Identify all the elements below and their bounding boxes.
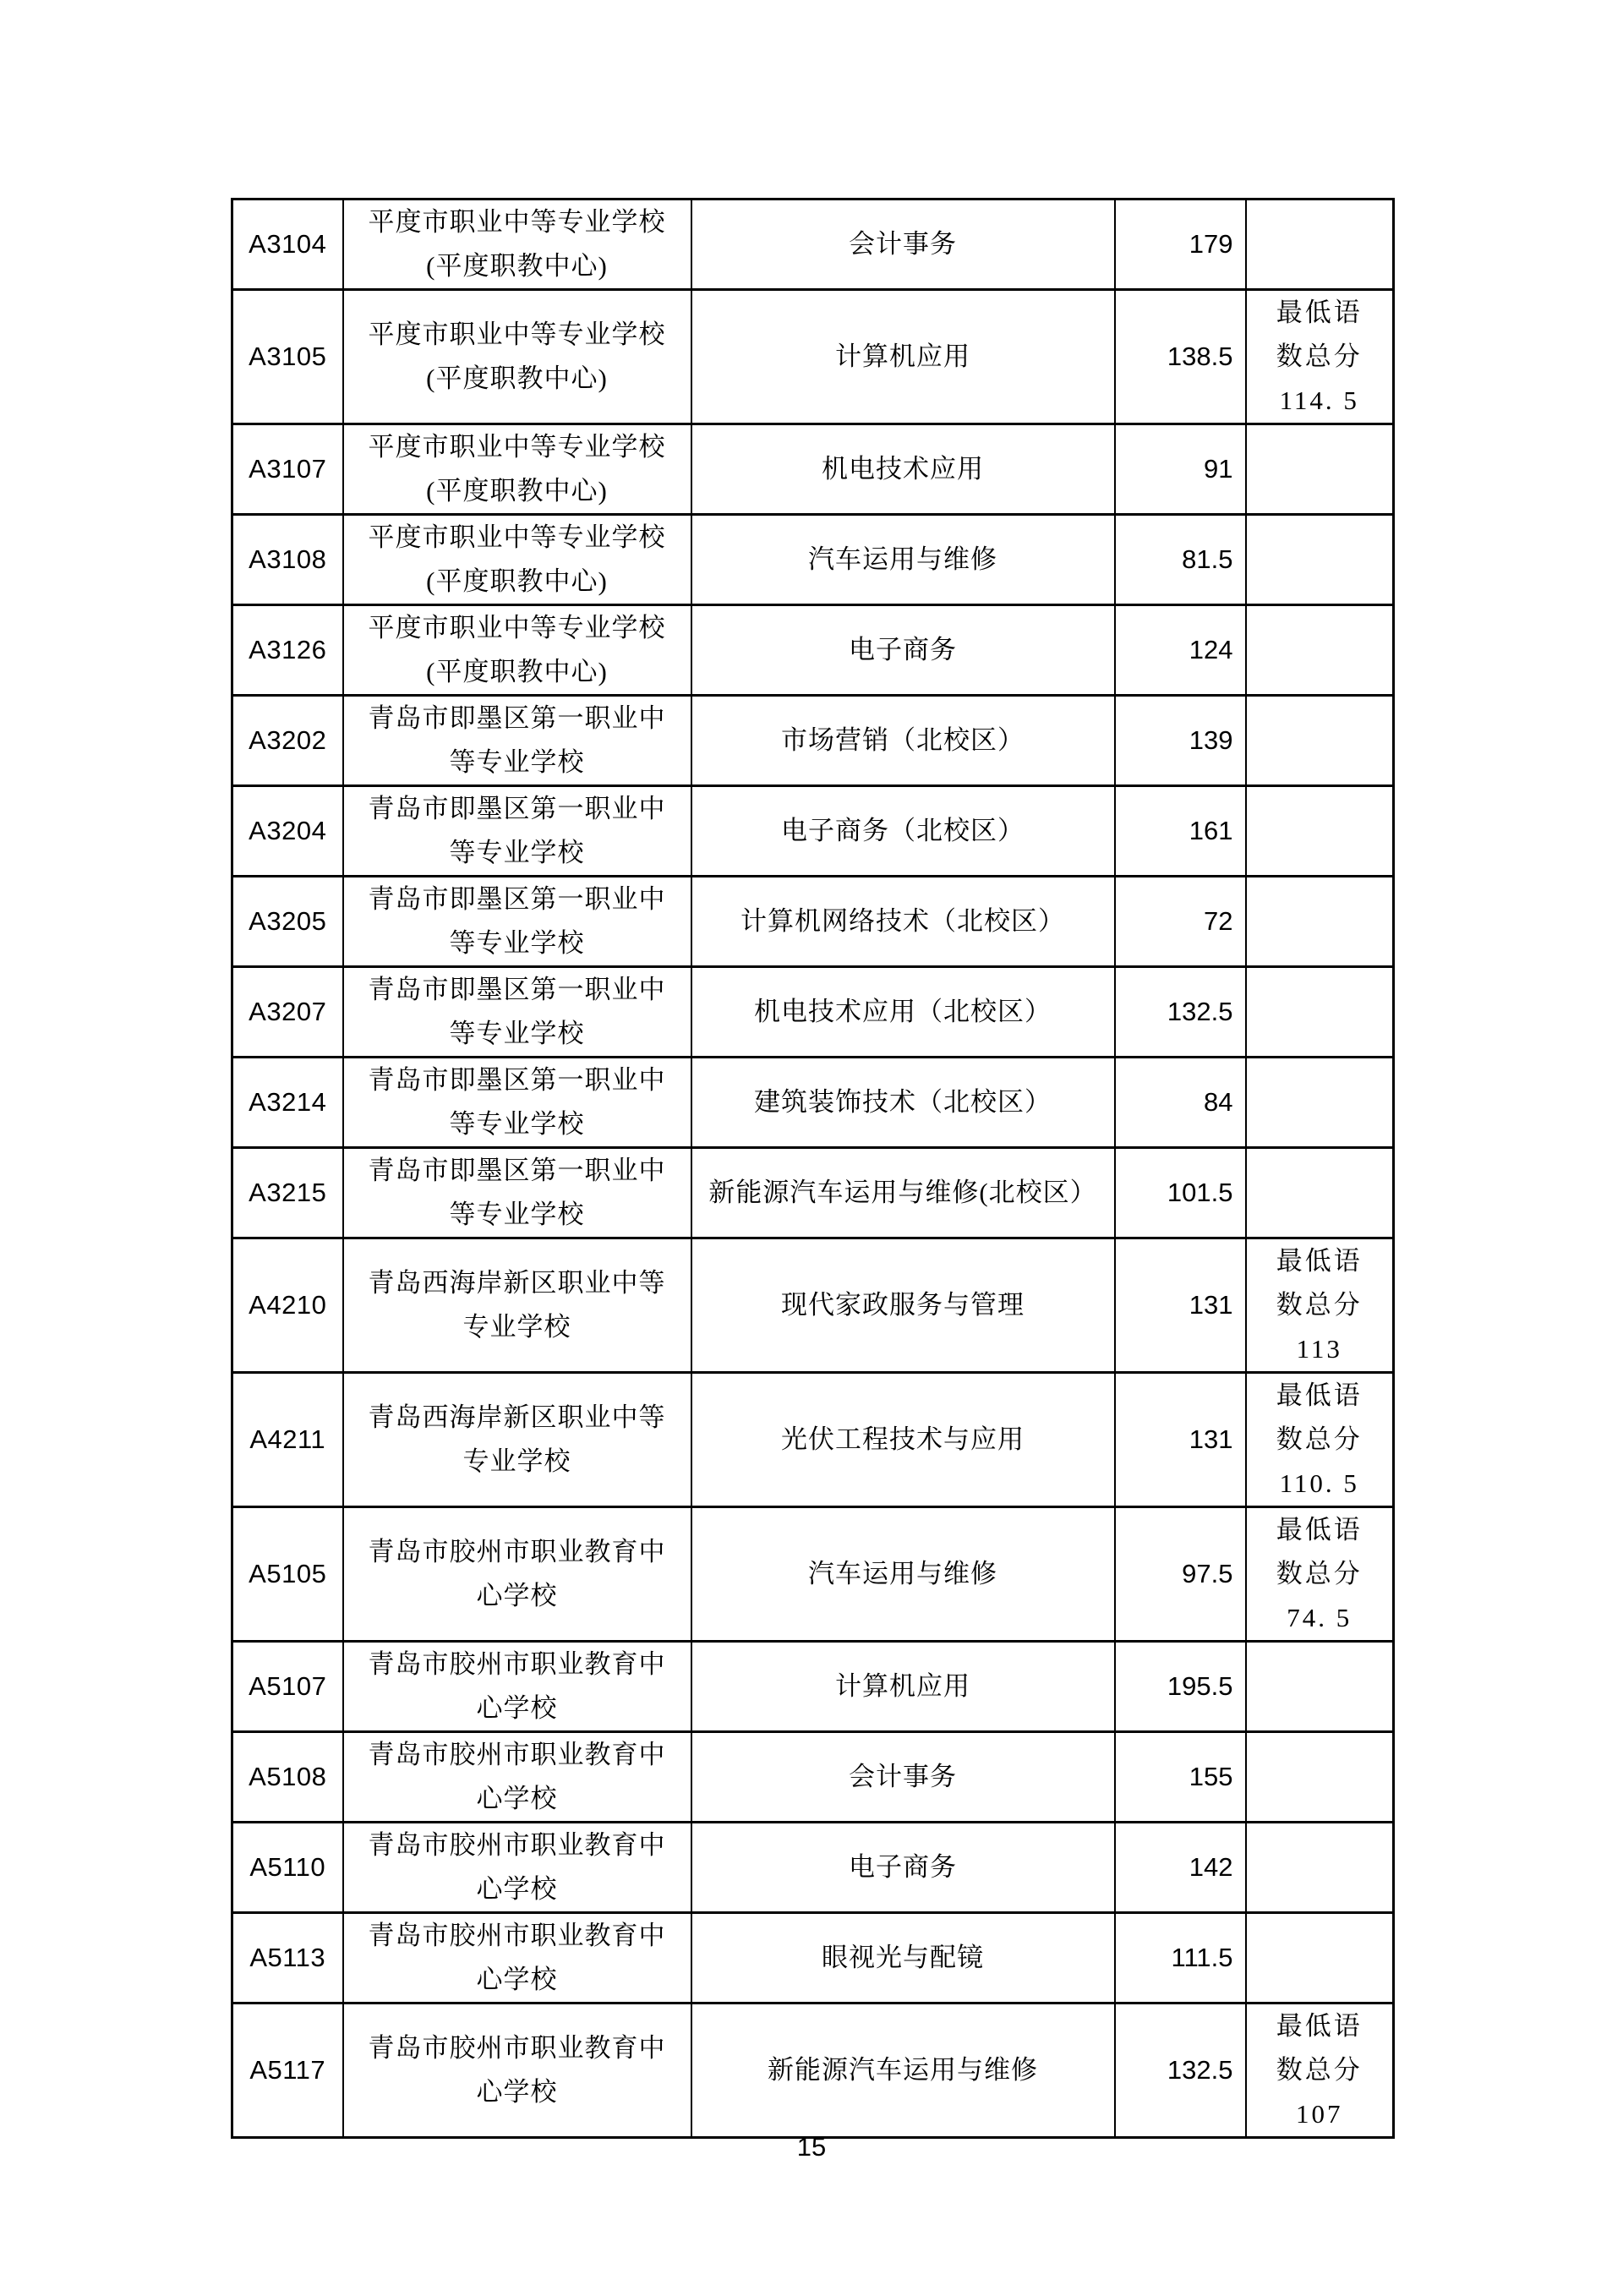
note-cell: [1246, 1823, 1394, 1913]
note-cell: [1246, 1373, 1394, 1507]
admission-score-cell: 81.5: [1115, 515, 1246, 605]
admission-score-cell: 132.5: [1115, 967, 1246, 1058]
major-name-cell: 会计事务: [691, 1732, 1115, 1823]
school-name-line: 等专业学校: [449, 1109, 585, 1139]
table-row: [232, 1058, 1394, 1148]
page-number: 15: [796, 2132, 827, 2162]
school-code-cell: A5105: [232, 1507, 343, 1642]
major-name-cell: 建筑装饰技术（北校区）: [691, 1058, 1115, 1148]
school-name-cell: [343, 877, 691, 967]
school-name-line: 平度市职业中等专业学校: [368, 320, 666, 349]
admission-score-cell: 132.5: [1115, 2004, 1246, 2138]
school-code-cell: A5117: [232, 2004, 343, 2138]
note-cell: [1246, 696, 1394, 786]
school-name-line: 青岛市即墨区第一职业中: [368, 794, 666, 823]
note-cell: [1246, 1732, 1394, 1823]
school-name-cell: [343, 967, 691, 1058]
major-name-cell: 汽车运用与维修: [691, 515, 1115, 605]
table-row: [232, 2004, 1394, 2138]
admission-score-cell: 101.5: [1115, 1148, 1246, 1238]
table-row: [232, 515, 1394, 605]
note-cell: [1246, 1058, 1394, 1148]
admission-score-cell: 138.5: [1115, 290, 1246, 424]
school-name-line: (平度职教中心): [426, 476, 608, 506]
school-name-line: (平度职教中心): [426, 364, 608, 393]
major-name-cell: 会计事务: [691, 200, 1115, 290]
school-name-line: 专业学校: [462, 1312, 571, 1342]
major-name-cell: 电子商务: [691, 605, 1115, 696]
school-name-cell: [343, 200, 691, 290]
school-name-line: 青岛市即墨区第一职业中: [368, 703, 666, 733]
school-name-line: 等专业学校: [449, 747, 585, 777]
admission-score-cell: 84: [1115, 1058, 1246, 1148]
school-name-cell: [343, 1507, 691, 1642]
school-name-line: 等专业学校: [449, 928, 585, 958]
major-name-cell: 机电技术应用（北校区）: [691, 967, 1115, 1058]
admission-score-cell: 142: [1115, 1823, 1246, 1913]
admission-score-cell: 155: [1115, 1732, 1246, 1823]
admission-score-cell: 131: [1115, 1373, 1246, 1507]
school-name-line: 青岛市胶州市职业教育中: [368, 1921, 666, 1950]
school-code-cell: A4211: [232, 1373, 343, 1507]
school-name-line: 心学校: [476, 1784, 558, 1813]
school-code-cell: A5107: [232, 1642, 343, 1732]
major-name-cell: 电子商务: [691, 1823, 1115, 1913]
note-line: 最低语: [1276, 1380, 1363, 1410]
school-name-line: 青岛市胶州市职业教育中: [368, 1740, 666, 1769]
school-code-cell: A3126: [232, 605, 343, 696]
school-code-cell: A3204: [232, 786, 343, 877]
note-line: 最低语: [1276, 2011, 1363, 2041]
note-line: 110. 5: [1279, 1468, 1359, 1498]
major-name-cell: 现代家政服务与管理: [691, 1238, 1115, 1373]
school-name-cell: [343, 696, 691, 786]
school-code-cell: A3207: [232, 967, 343, 1058]
note-cell: [1246, 1642, 1394, 1732]
major-name-cell: 计算机应用: [691, 290, 1115, 424]
school-code-cell: A3202: [232, 696, 343, 786]
table-row: [232, 605, 1394, 696]
school-name-line: 专业学校: [462, 1446, 571, 1476]
school-name-cell: [343, 1373, 691, 1507]
school-name-line: 青岛市胶州市职业教育中: [368, 1537, 666, 1566]
school-code-cell: A3214: [232, 1058, 343, 1148]
admission-score-cell: 161: [1115, 786, 1246, 877]
school-name-cell: [343, 1823, 691, 1913]
note-cell: [1246, 1148, 1394, 1238]
admission-score-cell: 97.5: [1115, 1507, 1246, 1642]
note-cell: [1246, 605, 1394, 696]
note-line: 74. 5: [1287, 1603, 1352, 1632]
table-row: [232, 1732, 1394, 1823]
school-name-cell: [343, 290, 691, 424]
table-row: [232, 424, 1394, 515]
school-name-line: 平度市职业中等专业学校: [368, 207, 666, 237]
school-name-line: 心学校: [476, 1581, 558, 1610]
school-name-cell: [343, 424, 691, 515]
admission-score-cell: 195.5: [1115, 1642, 1246, 1732]
school-code-cell: A3107: [232, 424, 343, 515]
note-line: 数总分: [1276, 342, 1363, 371]
school-name-line: 青岛市即墨区第一职业中: [368, 1065, 666, 1095]
school-name-cell: [343, 1642, 691, 1732]
major-name-cell: 计算机应用: [691, 1642, 1115, 1732]
major-name-cell: 眼视光与配镜: [691, 1913, 1115, 2004]
table-row: [232, 1507, 1394, 1642]
table-row: [232, 1238, 1394, 1373]
school-name-line: 青岛市即墨区第一职业中: [368, 1156, 666, 1185]
note-cell: [1246, 1238, 1394, 1373]
school-name-line: (平度职教中心): [426, 657, 608, 686]
major-name-cell: 新能源汽车运用与维修: [691, 2004, 1115, 2138]
school-code-cell: A3105: [232, 290, 343, 424]
admission-score-cell: 139: [1115, 696, 1246, 786]
note-line: 113: [1296, 1334, 1342, 1364]
school-name-line: 等专业学校: [449, 1200, 585, 1229]
school-name-line: 心学校: [476, 1874, 558, 1904]
note-cell: [1246, 967, 1394, 1058]
major-name-cell: 计算机网络技术（北校区）: [691, 877, 1115, 967]
admission-score-cell: 124: [1115, 605, 1246, 696]
note-line: 数总分: [1276, 2055, 1363, 2085]
note-line: 107: [1296, 2099, 1343, 2129]
school-name-line: 青岛市胶州市职业教育中: [368, 1830, 666, 1860]
note-cell: [1246, 424, 1394, 515]
school-name-line: 等专业学校: [449, 838, 585, 867]
school-name-line: 平度市职业中等专业学校: [368, 613, 666, 642]
major-name-cell: 光伏工程技术与应用: [691, 1373, 1115, 1507]
school-name-line: 平度市职业中等专业学校: [368, 522, 666, 552]
note-cell: [1246, 786, 1394, 877]
table-row: [232, 696, 1394, 786]
document-page: [231, 198, 1395, 2139]
table-row: [232, 1373, 1394, 1507]
table-body: [232, 200, 1394, 2138]
note-cell: [1246, 515, 1394, 605]
school-name-cell: [343, 605, 691, 696]
table-row: [232, 967, 1394, 1058]
table-row: [232, 1823, 1394, 1913]
note-line: 最低语: [1276, 1246, 1363, 1276]
school-name-line: 青岛西海岸新区职业中等: [368, 1402, 666, 1432]
admission-score-cell: 131: [1115, 1238, 1246, 1373]
note-cell: [1246, 1913, 1394, 2004]
note-cell: [1246, 877, 1394, 967]
school-name-line: 青岛市即墨区第一职业中: [368, 884, 666, 914]
school-name-line: 心学校: [476, 1693, 558, 1723]
table-row: [232, 1913, 1394, 2004]
admission-score-cell: 72: [1115, 877, 1246, 967]
school-name-cell: [343, 1732, 691, 1823]
school-name-cell: [343, 1238, 691, 1373]
table-row: [232, 786, 1394, 877]
school-name-cell: [343, 2004, 691, 2138]
note-line: 最低语: [1276, 1515, 1363, 1544]
school-name-line: 等专业学校: [449, 1019, 585, 1048]
school-code-cell: A5110: [232, 1823, 343, 1913]
school-code-cell: A3104: [232, 200, 343, 290]
school-code-cell: A3215: [232, 1148, 343, 1238]
school-name-cell: [343, 1058, 691, 1148]
school-name-line: 平度市职业中等专业学校: [368, 432, 666, 462]
admission-score-table: [231, 198, 1395, 2139]
school-name-line: 心学校: [476, 1965, 558, 1994]
school-name-cell: [343, 515, 691, 605]
note-line: 数总分: [1276, 1424, 1363, 1454]
note-cell: [1246, 290, 1394, 424]
note-line: 114. 5: [1279, 385, 1359, 415]
note-line: 数总分: [1276, 1559, 1363, 1588]
school-code-cell: A3205: [232, 877, 343, 967]
school-name-cell: [343, 1148, 691, 1238]
table-row: [232, 1642, 1394, 1732]
major-name-cell: 市场营销（北校区）: [691, 696, 1115, 786]
school-name-line: 青岛西海岸新区职业中等: [368, 1268, 666, 1298]
school-code-cell: A4210: [232, 1238, 343, 1373]
admission-score-cell: 111.5: [1115, 1913, 1246, 2004]
school-name-line: 青岛市胶州市职业教育中: [368, 2033, 666, 2063]
note-cell: [1246, 2004, 1394, 2138]
school-code-cell: A5113: [232, 1913, 343, 2004]
school-name-line: 心学校: [476, 2077, 558, 2107]
school-name-line: (平度职教中心): [426, 251, 608, 281]
school-name-line: (平度职教中心): [426, 566, 608, 596]
admission-score-cell: 91: [1115, 424, 1246, 515]
note-cell: [1246, 200, 1394, 290]
school-name-cell: [343, 786, 691, 877]
table-row: [232, 290, 1394, 424]
school-code-cell: A3108: [232, 515, 343, 605]
major-name-cell: 新能源汽车运用与维修(北校区）: [691, 1148, 1115, 1238]
table-row: [232, 1148, 1394, 1238]
major-name-cell: 机电技术应用: [691, 424, 1115, 515]
school-code-cell: A5108: [232, 1732, 343, 1823]
major-name-cell: 汽车运用与维修: [691, 1507, 1115, 1642]
note-line: 数总分: [1276, 1290, 1363, 1320]
note-line: 最低语: [1276, 298, 1363, 327]
major-name-cell: 电子商务（北校区）: [691, 786, 1115, 877]
table-row: [232, 200, 1394, 290]
admission-score-cell: 179: [1115, 200, 1246, 290]
note-cell: [1246, 1507, 1394, 1642]
table-row: [232, 877, 1394, 967]
school-name-line: 青岛市即墨区第一职业中: [368, 975, 666, 1004]
school-name-cell: [343, 1913, 691, 2004]
school-name-line: 青岛市胶州市职业教育中: [368, 1649, 666, 1679]
